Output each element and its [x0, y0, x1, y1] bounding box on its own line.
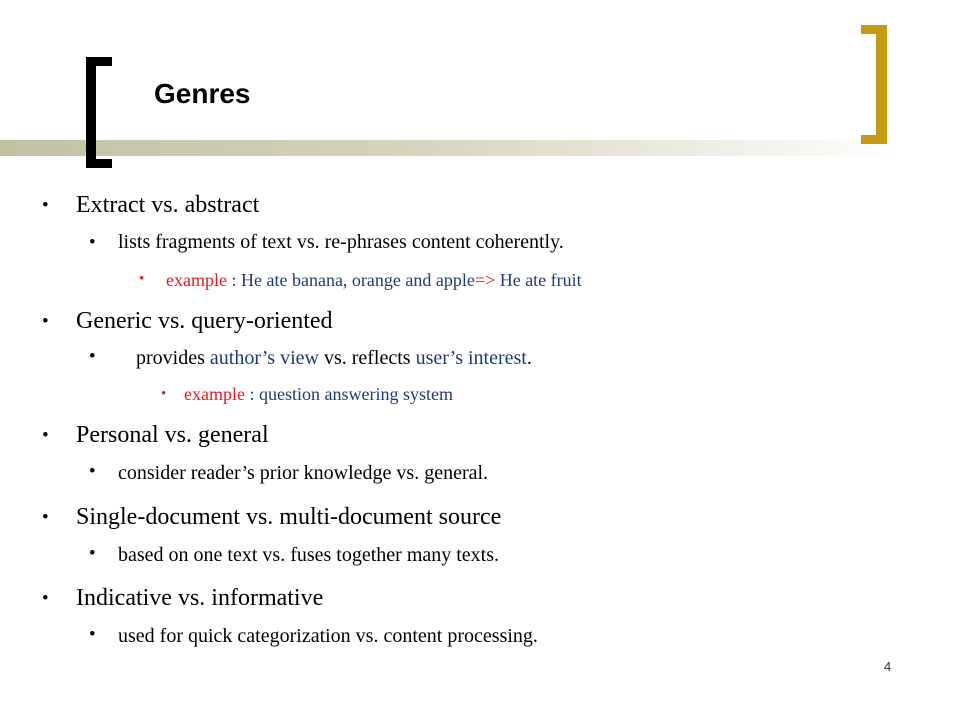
page-number: 4 [884, 659, 892, 674]
bullet-dot: • [42, 588, 49, 609]
example-separator: : [244, 384, 259, 404]
left-bracket-decoration [86, 57, 96, 168]
sub-item-indicative-informative: used for quick categorization vs. content processing. [118, 625, 538, 647]
bullet-dot: • [139, 271, 145, 287]
bullet-dot: • [42, 507, 49, 528]
example-arrow: => [474, 270, 496, 290]
user-interest-highlight: user’s interest [415, 347, 527, 369]
bullet-dot: • [89, 543, 96, 564]
slide-title: Genres [154, 78, 251, 109]
bullet-item-indicative-informative: Indicative vs. informative [76, 585, 324, 611]
right-bracket-decoration [876, 25, 887, 144]
bullet-item-generic-query: Generic vs. query-oriented [76, 308, 333, 334]
bullet-dot: • [89, 461, 96, 482]
example-sentence: question answering system [259, 384, 453, 404]
header-gradient-band [0, 140, 900, 156]
bullet-dot: • [89, 346, 96, 367]
sub-item-extract-abstract: lists fragments of text vs. re-phrases content coherently. [118, 231, 564, 253]
sub-item-post: . [526, 347, 532, 369]
example-result: He ate fruit [495, 270, 582, 290]
example-separator: : [226, 270, 241, 290]
bullet-dot: • [89, 232, 96, 253]
sub-item-single-multi: based on one text vs. fuses together many texts. [118, 544, 500, 566]
bullet-item-personal-general: Personal vs. general [76, 422, 269, 448]
sub-item-mid: vs. reflects [318, 347, 416, 369]
bullet-dot: • [42, 425, 49, 446]
bullet-dot: • [42, 311, 49, 332]
example-keyword: example [184, 384, 245, 404]
example-item-qa [184, 384, 453, 405]
bullet-dot: • [42, 195, 49, 216]
example-sentence: He ate banana, orange and apple [241, 270, 475, 290]
bullet-item-extract-abstract: Extract vs. abstract [76, 192, 260, 218]
sub-item-pre: provides [136, 347, 210, 369]
example-keyword: example [166, 270, 227, 290]
sub-item-personal-general: consider reader’s prior knowledge vs. general. [118, 462, 489, 484]
bullet-dot: • [89, 624, 96, 645]
author-view-highlight: author’s view [209, 347, 319, 369]
bullet-dot: • [161, 386, 167, 402]
bullet-item-single-multi: Single-document vs. multi-document source [76, 504, 502, 530]
sub-item-generic-query [136, 347, 532, 370]
example-item-fruit [166, 270, 582, 291]
